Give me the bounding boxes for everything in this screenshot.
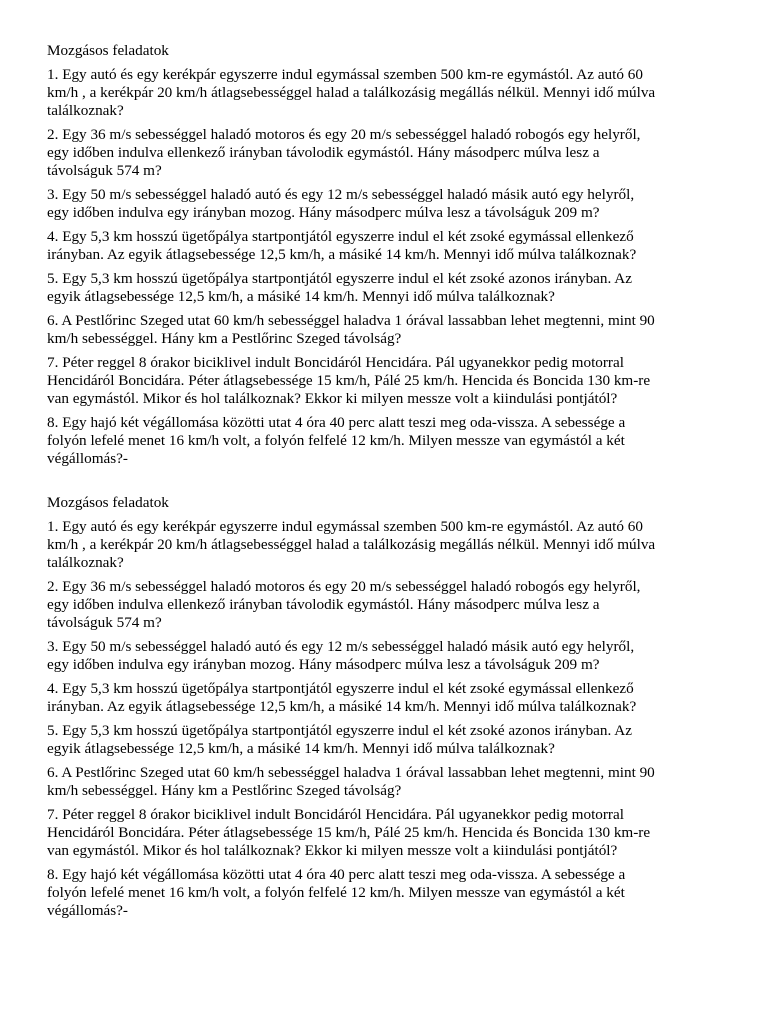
task-item: 2. Egy 36 m/s sebességgel haladó motoros és egy 20 m/s sebességgel haladó robogós egy helyről, egy időben indulva ellenkező irányban távolodik egymástól. Hány másodperc múlva lesz a távolságuk 574 m? — [47, 578, 641, 631]
task-item: 7. Péter reggel 8 órakor biciklivel indult Boncidáról Hencidára. Pál ugyanekkor pedig motorral Hencidáról Boncidára. Péter átlagsebessége 15 km/h, Pálé 25 km/h. Hencida és Boncida 130 km-re van egymástól. Mikor és hol találkoznak? Ekkor ki milyen messze volt a kiindulási pontjától? — [47, 354, 651, 407]
task-item: 6. A Pestlőrinc Szeged utat 60 km/h sebességgel haladva 1 órával lassabban lehet megtenni, mint 90 km/h sebességgel. Hány km a Pestlőrinc Szeged távolság? — [47, 312, 655, 347]
task-sheet-2 — [47, 494, 728, 920]
task-item: 4. Egy 5,3 km hosszú ügetőpálya startpontjától egyszerre indul el két zsoké egymással ellenkező irányban. Az egyik átlagsebessége 12,5 km/h, a másiké 14 km/h. Mennyi idő múlva találkoznak? — [47, 680, 637, 715]
task-item: 6. A Pestlőrinc Szeged utat 60 km/h sebességgel haladva 1 órával lassabban lehet megtenni, mint 90 km/h sebességgel. Hány km a Pestlőrinc Szeged távolság? — [47, 764, 655, 799]
task-item: 3. Egy 50 m/s sebességgel haladó autó és egy 12 m/s sebességgel haladó másik autó egy helyről, egy időben indulva egy irányban mozog. Hány másodperc múlva lesz a távolságuk 209 m? — [47, 638, 635, 673]
task-item: 8. Egy hajó két végállomása közötti utat 4 óra 40 perc alatt teszi meg oda-vissza. A sebessége a folyón lefelé menet 16 km/h volt, a folyón felfelé 12 km/h. Milyen messze van egymástól a két végállomás?- — [47, 414, 626, 467]
task-item: 7. Péter reggel 8 órakor biciklivel indult Boncidáról Hencidára. Pál ugyanekkor pedig motorral Hencidáról Boncidára. Péter átlagsebessége 15 km/h, Pálé 25 km/h. Hencida és Boncida 130 km-re van egymástól. Mikor és hol találkoznak? Ekkor ki milyen messze volt a kiindulási pontjától? — [47, 806, 651, 859]
task-item: 5. Egy 5,3 km hosszú ügetőpálya startpontjától egyszerre indul el két zsoké azonos irányban. Az egyik átlagsebessége 12,5 km/h, a másiké 14 km/h. Mennyi idő múlva találkoznak? — [47, 270, 632, 305]
task-item: 2. Egy 36 m/s sebességgel haladó motoros és egy 20 m/s sebességgel haladó robogós egy helyről, egy időben indulva ellenkező irányban távolodik egymástól. Hány másodperc múlva lesz a távolságuk 574 m? — [47, 126, 641, 179]
task-item: 4. Egy 5,3 km hosszú ügetőpálya startpontjától egyszerre indul el két zsoké egymással ellenkező irányban. Az egyik átlagsebessége 12,5 km/h, a másiké 14 km/h. Mennyi idő múlva találkoznak? — [47, 228, 637, 263]
sheet-title: Mozgásos feladatok — [47, 494, 169, 511]
task-item: 1. Egy autó és egy kerékpár egyszerre indul egymással szemben 500 km-re egymástól. Az autó 60 km/h , a kerékpár 20 km/h átlagsebességgel halad a találkozásig megállás nélkül. Mennyi idő múlva találkoznak? — [47, 518, 656, 571]
task-item: 8. Egy hajó két végállomása közötti utat 4 óra 40 perc alatt teszi meg oda-vissza. A sebessége a folyón lefelé menet 16 km/h volt, a folyón felfelé 12 km/h. Milyen messze van egymástól a két végállomás?- — [47, 866, 626, 919]
task-sheet-1 — [47, 42, 728, 468]
task-item: 1. Egy autó és egy kerékpár egyszerre indul egymással szemben 500 km-re egymástól. Az autó 60 km/h , a kerékpár 20 km/h átlagsebességgel halad a találkozásig megállás nélkül. Mennyi idő múlva találkoznak? — [47, 66, 656, 119]
task-item: 5. Egy 5,3 km hosszú ügetőpálya startpontjától egyszerre indul el két zsoké azonos irányban. Az egyik átlagsebessége 12,5 km/h, a másiké 14 km/h. Mennyi idő múlva találkoznak? — [47, 722, 632, 757]
task-item: 3. Egy 50 m/s sebességgel haladó autó és egy 12 m/s sebességgel haladó másik autó egy helyről, egy időben indulva egy irányban mozog. Hány másodperc múlva lesz a távolságuk 209 m? — [47, 186, 635, 221]
sheet-title: Mozgásos feladatok — [47, 42, 169, 59]
